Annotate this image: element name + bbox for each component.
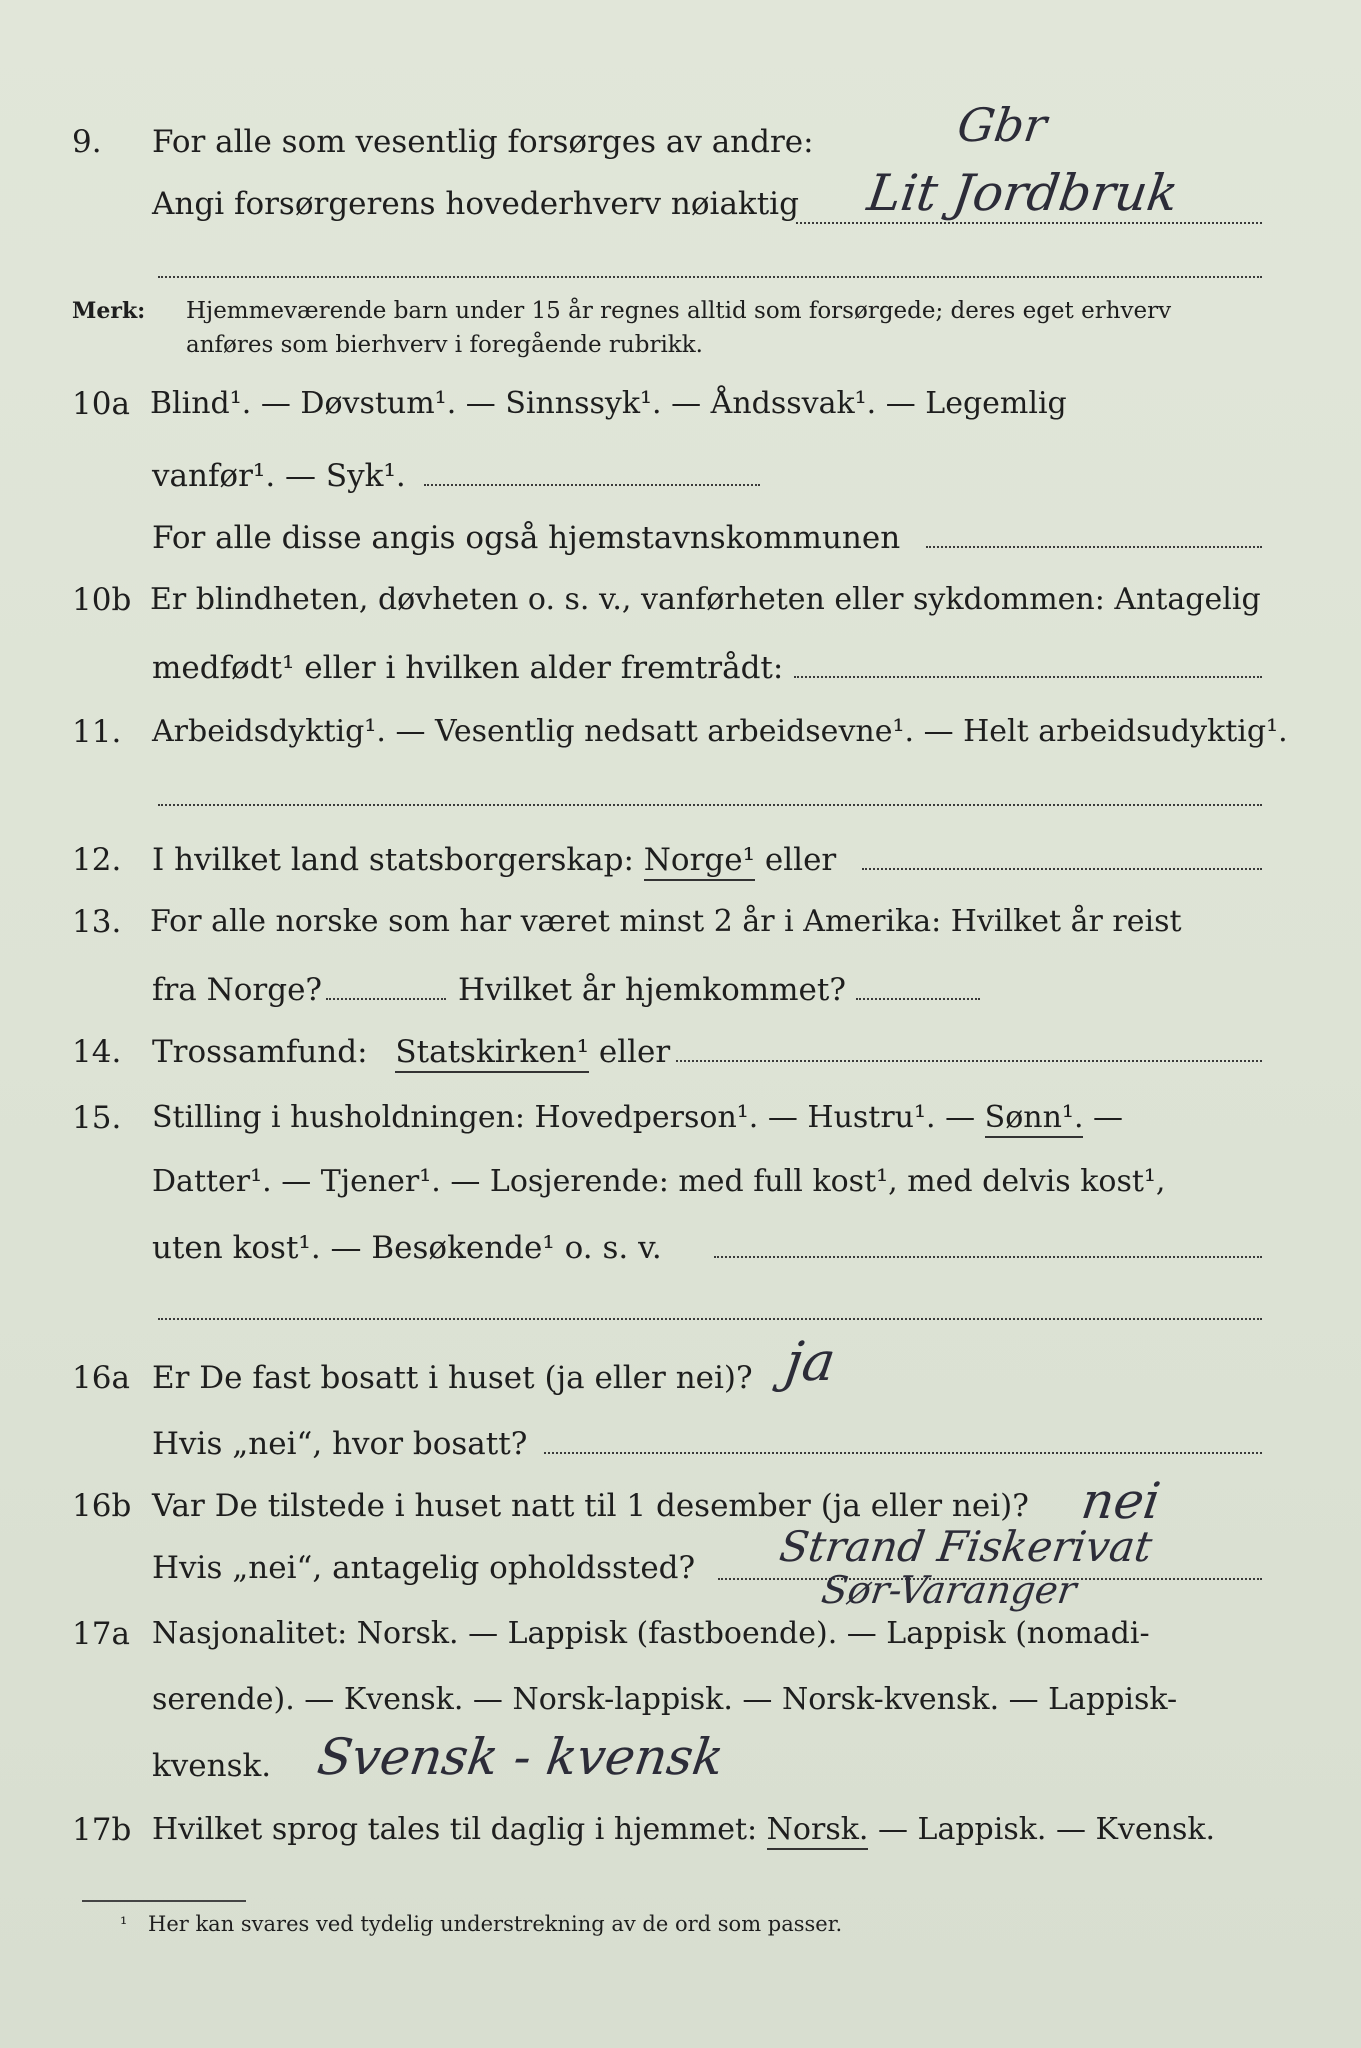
q10a-line1: Blind¹. — Døvstum¹. — Sinnssyk¹. — Åndssvak¹. — Legemlig: [150, 386, 1067, 421]
merk-line1: Hjemmeværende barn under 15 år regnes alltid som forsørgede; deres eget erhverv: [186, 298, 1172, 324]
q15-number: 15.: [72, 1100, 122, 1136]
q10a-line2: vanfør¹. — Syk¹.: [152, 458, 406, 494]
merk-line2: anføres som bierhverv i foregående rubrikk.: [186, 332, 703, 358]
q10b-line1: Er blindheten, døvheten o. s. v., vanførheten eller sykdommen: Antagelig: [150, 582, 1261, 617]
q9-answer-dots: [796, 222, 1262, 224]
q13-number: 13.: [72, 904, 122, 940]
q14-text: Trossamfund:: [152, 1034, 368, 1070]
footnote-mark: ¹: [120, 1914, 128, 1935]
q16b-number: 16b: [72, 1488, 132, 1524]
q16a-number: 16a: [72, 1360, 130, 1396]
q17a-line1: Nasjonalitet: Norsk. — Lappisk (fastboende). — Lappisk (nomadi-: [152, 1616, 1150, 1651]
q16b-line1: Var De tilstede i huset natt til 1 desember (ja eller nei)?: [152, 1488, 1029, 1524]
q17b-rest: — Lappisk. — Kvensk.: [877, 1812, 1216, 1847]
q15-text: Stilling i husholdningen: Hovedperson¹. — Hustru¹. —: [152, 1100, 976, 1135]
q11-answer-dots: [158, 804, 1262, 806]
q11-line1: Arbeidsdyktig¹. — Vesentlig nedsatt arbeidsevne¹. — Helt arbeidsudyktig¹.: [152, 714, 1288, 749]
q16b-line2: Hvis „nei“, antagelig opholdssted?: [152, 1550, 696, 1586]
q17a-handwritten-answer: Svensk - kvensk: [313, 1728, 728, 1786]
q17a-line3: kvensk.: [152, 1748, 272, 1784]
q14-line1: [152, 1034, 670, 1070]
q13-line1: For alle norske som har været minst 2 år i Amerika: Hvilket år reist: [150, 904, 1182, 939]
q16b-handwritten-answer: nei: [1077, 1472, 1164, 1530]
q13-line2a: fra Norge?: [152, 972, 323, 1008]
q13-right-dots: [856, 998, 980, 1000]
q10b-number: 10b: [72, 582, 132, 618]
q16a-answer-dots: [544, 1452, 1262, 1454]
q16b-handwritten-place2: Sør-Varanger: [818, 1568, 1080, 1612]
q17b-underlined-norsk: Norsk.: [767, 1812, 869, 1850]
q12-line1: [152, 842, 836, 878]
q13-line2b: Hvilket år hjemkommet?: [458, 972, 846, 1008]
q15-line1: [152, 1100, 1123, 1135]
q11-number: 11.: [72, 714, 122, 750]
q14-number: 14.: [72, 1034, 122, 1070]
q10a-home-dots: [926, 546, 1262, 548]
q16a-line2: Hvis „nei“, hvor bosatt?: [152, 1426, 528, 1462]
merk-label: Merk:: [72, 298, 146, 324]
q16a-handwritten-answer: ja: [781, 1330, 840, 1393]
q17b-number: 17b: [72, 1812, 132, 1848]
q14-eller: eller: [598, 1034, 671, 1070]
footnote-text: Her kan svares ved tydelig understrekning av de ord som passer.: [148, 1912, 843, 1936]
q13-left-dots: [326, 998, 446, 1000]
q12-text: I hvilket land statsborgerskap:: [152, 842, 634, 878]
q10a-line3: For alle disse angis også hjemstavnskommunen: [152, 520, 901, 556]
q10b-line2: medfødt¹ eller i hvilken alder fremtrådt:: [152, 650, 784, 686]
q12-underlined-norge: Norge¹: [644, 842, 755, 881]
q9-line2: Angi forsørgerens hovederhverv nøiaktig: [152, 186, 799, 222]
q12-eller: eller: [764, 842, 837, 878]
q17a-line2: serende). — Kvensk. — Norsk-lappisk. — Norsk-kvensk. — Lappisk-: [152, 1682, 1178, 1717]
q17b-line1: [152, 1812, 1215, 1847]
q10b-answer-dots: [794, 676, 1262, 678]
q15-line2: Datter¹. — Tjener¹. — Losjerende: med full kost¹, med delvis kost¹,: [152, 1164, 1166, 1199]
q16a-line1: Er De fast bosatt i huset (ja eller nei)?: [152, 1360, 753, 1396]
q15-answer-dots: [714, 1256, 1262, 1258]
q14-underlined-statskirken: Statskirken¹: [395, 1034, 589, 1073]
q12-answer-dots: [862, 868, 1262, 870]
q15-dash: —: [1093, 1100, 1124, 1135]
q15-extra-dots: [158, 1318, 1262, 1320]
q16b-handwritten-place1: Strand Fiskerivat: [776, 1522, 1156, 1571]
handwritten-occupation-code: Gbr: [954, 98, 1050, 152]
q9-line1: For alle som vesentlig forsørges av andre:: [152, 124, 814, 160]
q15-line3: uten kost¹. — Besøkende¹ o. s. v.: [152, 1230, 662, 1266]
q10a-sick-dots: [424, 484, 760, 486]
q15-underlined-sonn: Sønn¹.: [985, 1100, 1084, 1138]
q17a-number: 17a: [72, 1616, 130, 1652]
q10a-number: 10a: [72, 386, 130, 422]
footnote-rule: [82, 1900, 246, 1902]
q9-extra-dots: [158, 276, 1262, 278]
q9-number: 9.: [72, 124, 102, 160]
q9-handwritten-answer: Lit Jordbruk: [863, 164, 1182, 222]
q12-number: 12.: [72, 842, 122, 878]
q17b-text: Hvilket sprog tales til daglig i hjemmet:: [152, 1812, 758, 1847]
q14-answer-dots: [676, 1060, 1262, 1062]
